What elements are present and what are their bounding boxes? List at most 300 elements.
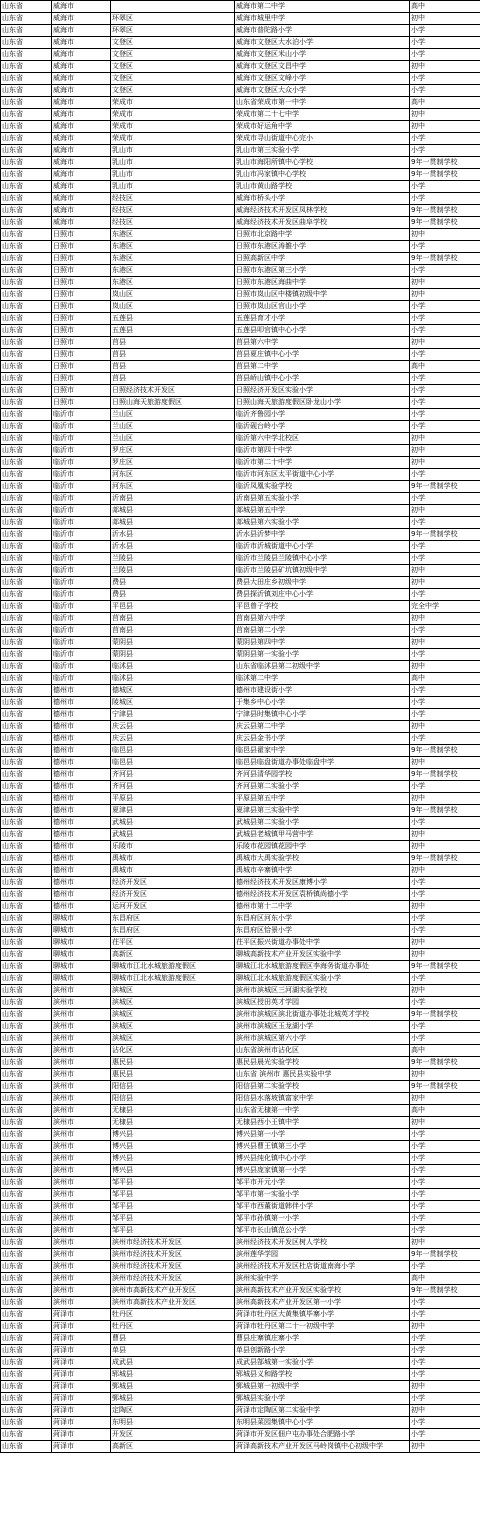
province-cell[interactable]: 山东省: [1, 217, 52, 229]
school-name-cell[interactable]: 临邑县临盘街道办事处临盘中学: [235, 757, 410, 769]
province-cell[interactable]: 山东省: [1, 1129, 52, 1141]
city-cell[interactable]: 滨州市: [52, 1141, 111, 1153]
province-cell[interactable]: 山东省: [1, 1117, 52, 1129]
province-cell[interactable]: 山东省: [1, 157, 52, 169]
school-type-cell[interactable]: 初中: [410, 577, 480, 589]
province-cell[interactable]: 山东省: [1, 901, 52, 913]
school-type-cell[interactable]: 小学: [410, 1309, 480, 1321]
school-type-cell[interactable]: 初中: [410, 949, 480, 961]
school-type-cell[interactable]: 小学: [410, 709, 480, 721]
district-cell[interactable]: 文登区: [111, 85, 235, 97]
province-cell[interactable]: 山东省: [1, 193, 52, 205]
province-cell[interactable]: 山东省: [1, 265, 52, 277]
district-cell[interactable]: 兰陵县: [111, 553, 235, 565]
school-name-cell[interactable]: 禹城市辛寨镇中学: [235, 865, 410, 877]
province-cell[interactable]: 山东省: [1, 61, 52, 73]
school-name-cell[interactable]: 乳山市黄山路学校: [235, 181, 410, 193]
province-cell[interactable]: 山东省: [1, 745, 52, 757]
school-name-cell[interactable]: 东昌府区恰景小学: [235, 925, 410, 937]
province-cell[interactable]: 山东省: [1, 1345, 52, 1357]
school-type-cell[interactable]: 小学: [410, 349, 480, 361]
district-cell[interactable]: 临邑县: [111, 757, 235, 769]
school-type-cell[interactable]: 初中: [410, 985, 480, 997]
city-cell[interactable]: 德州市: [52, 721, 111, 733]
district-cell[interactable]: 岚山区: [111, 289, 235, 301]
district-cell[interactable]: 邹平县: [111, 1189, 235, 1201]
school-name-cell[interactable]: 威海经济技术开发区曲阜学校: [235, 217, 410, 229]
school-type-cell[interactable]: 小学: [410, 1153, 480, 1165]
school-type-cell[interactable]: 小学: [410, 373, 480, 385]
district-cell[interactable]: 开发区: [111, 1429, 235, 1441]
province-cell[interactable]: 山东省: [1, 1081, 52, 1093]
province-cell[interactable]: 山东省: [1, 277, 52, 289]
city-cell[interactable]: 临沂市: [52, 445, 111, 457]
school-type-cell[interactable]: 小学: [410, 325, 480, 337]
province-cell[interactable]: 山东省: [1, 769, 52, 781]
city-cell[interactable]: 临沂市: [52, 577, 111, 589]
city-cell[interactable]: 聊城市: [52, 937, 111, 949]
city-cell[interactable]: 德州市: [52, 817, 111, 829]
school-name-cell[interactable]: 蒙阴县第一实验小学: [235, 649, 410, 661]
district-cell[interactable]: 乳山市: [111, 157, 235, 169]
district-cell[interactable]: 无棣县: [111, 1105, 235, 1117]
school-name-cell[interactable]: 单县创新路小学: [235, 1345, 410, 1357]
province-cell[interactable]: 山东省: [1, 949, 52, 961]
province-cell[interactable]: 山东省: [1, 1033, 52, 1045]
school-name-cell[interactable]: 滨州经济技术开发区树人学校: [235, 1237, 410, 1249]
district-cell[interactable]: 莒南县: [111, 625, 235, 637]
school-name-cell[interactable]: 博兴县庞家镇第一小学: [235, 1165, 410, 1177]
school-name-cell[interactable]: 滨城区授田英才学园: [235, 997, 410, 1009]
city-cell[interactable]: 聊城市: [52, 949, 111, 961]
school-type-cell[interactable]: 小学: [410, 1129, 480, 1141]
province-cell[interactable]: 山东省: [1, 841, 52, 853]
district-cell[interactable]: 乳山市: [111, 181, 235, 193]
city-cell[interactable]: 临沂市: [52, 469, 111, 481]
school-type-cell[interactable]: 初中: [410, 229, 480, 241]
district-cell[interactable]: 文登区: [111, 49, 235, 61]
school-name-cell[interactable]: 乳山市海阳所镇中心学校: [235, 157, 410, 169]
school-type-cell[interactable]: 小学: [410, 541, 480, 553]
school-name-cell[interactable]: 临沂市第四十中学: [235, 445, 410, 457]
school-name-cell[interactable]: 邹平市第一实验小学: [235, 1189, 410, 1201]
school-name-cell[interactable]: 德州经济技术开发区康博小学: [235, 877, 410, 889]
school-type-cell[interactable]: 初中: [410, 1117, 480, 1129]
city-cell[interactable]: 日照市: [52, 301, 111, 313]
school-name-cell[interactable]: 滨州高新技术产业开发区实验学校: [235, 1285, 410, 1297]
city-cell[interactable]: 日照市: [52, 397, 111, 409]
school-name-cell[interactable]: 阳信县第二实验学校: [235, 1081, 410, 1093]
school-name-cell[interactable]: 威海市文登区文昌中学: [235, 61, 410, 73]
school-name-cell[interactable]: 菏泽市定陶区第二实验中学: [235, 1405, 410, 1417]
district-cell[interactable]: 兰陵县: [111, 565, 235, 577]
school-name-cell[interactable]: 日照山海天旅游度假区卧龙山小学: [235, 397, 410, 409]
district-cell[interactable]: 乐陵市: [111, 841, 235, 853]
province-cell[interactable]: 山东省: [1, 577, 52, 589]
city-cell[interactable]: 滨州市: [52, 1069, 111, 1081]
school-name-cell[interactable]: 莒县夏庄镇中心小学: [235, 349, 410, 361]
city-cell[interactable]: 滨州市: [52, 1105, 111, 1117]
district-cell[interactable]: 齐河县: [111, 781, 235, 793]
school-type-cell[interactable]: 9年一贯制学校: [410, 157, 480, 169]
school-name-cell[interactable]: 邹平市长山镇范公小学: [235, 1225, 410, 1237]
city-cell[interactable]: 临沂市: [52, 661, 111, 673]
city-cell[interactable]: 滨州市: [52, 1273, 111, 1285]
school-name-cell[interactable]: 菏泽市开发区佃户屯办事处合肥路小学: [235, 1429, 410, 1441]
district-cell[interactable]: 曹县: [111, 1333, 235, 1345]
province-cell[interactable]: 山东省: [1, 85, 52, 97]
district-cell[interactable]: 鄄城县: [111, 1393, 235, 1405]
city-cell[interactable]: 日照市: [52, 373, 111, 385]
province-cell[interactable]: 山东省: [1, 553, 52, 565]
city-cell[interactable]: 滨州市: [52, 1261, 111, 1273]
school-name-cell[interactable]: 日照经济开发区实验小学: [235, 385, 410, 397]
school-name-cell[interactable]: 德州市第十二中学: [235, 901, 410, 913]
city-cell[interactable]: 日照市: [52, 337, 111, 349]
district-cell[interactable]: 荣成市: [111, 133, 235, 145]
province-cell[interactable]: 山东省: [1, 229, 52, 241]
school-type-cell[interactable]: 小学: [410, 133, 480, 145]
school-type-cell[interactable]: 初中: [410, 457, 480, 469]
school-name-cell[interactable]: 武城县第二实验小学: [235, 817, 410, 829]
city-cell[interactable]: 威海市: [52, 193, 111, 205]
school-type-cell[interactable]: 高中: [410, 361, 480, 373]
province-cell[interactable]: 山东省: [1, 1441, 52, 1453]
school-name-cell[interactable]: 临沂市兰陵县兰陵镇中心小学: [235, 553, 410, 565]
district-cell[interactable]: 高新区: [111, 1441, 235, 1453]
school-type-cell[interactable]: 小学: [410, 469, 480, 481]
school-name-cell[interactable]: 博兴县第一小学: [235, 1129, 410, 1141]
district-cell[interactable]: 牡丹区: [111, 1321, 235, 1333]
province-cell[interactable]: 山东省: [1, 109, 52, 121]
school-type-cell[interactable]: 小学: [410, 37, 480, 49]
province-cell[interactable]: 山东省: [1, 349, 52, 361]
school-type-cell[interactable]: 小学: [410, 889, 480, 901]
district-cell[interactable]: 平原县: [111, 793, 235, 805]
province-cell[interactable]: 山东省: [1, 1297, 52, 1309]
school-type-cell[interactable]: 初中: [410, 1093, 480, 1105]
school-name-cell[interactable]: 庆云县第二中学: [235, 721, 410, 733]
school-type-cell[interactable]: 高中: [410, 97, 480, 109]
district-cell[interactable]: 临沭县: [111, 661, 235, 673]
school-name-cell[interactable]: 庆云县金书小学: [235, 733, 410, 745]
district-cell[interactable]: 滨州市经济技术开发区: [111, 1261, 235, 1273]
city-cell[interactable]: 菏泽市: [52, 1381, 111, 1393]
school-type-cell[interactable]: 初中: [410, 121, 480, 133]
city-cell[interactable]: 德州市: [52, 745, 111, 757]
city-cell[interactable]: 威海市: [52, 145, 111, 157]
city-cell[interactable]: 德州市: [52, 685, 111, 697]
school-name-cell[interactable]: 临沂市兰陵县矿坑镇初级中学: [235, 565, 410, 577]
district-cell[interactable]: 惠民县: [111, 1057, 235, 1069]
school-type-cell[interactable]: 9年一贯制学校: [410, 805, 480, 817]
school-name-cell[interactable]: 山东省临沭县第二初级中学: [235, 661, 410, 673]
province-cell[interactable]: 山东省: [1, 613, 52, 625]
district-cell[interactable]: 滨州市高新技术产业开发区: [111, 1285, 235, 1297]
school-name-cell[interactable]: 山东省无棣第一中学: [235, 1105, 410, 1117]
city-cell[interactable]: 临沂市: [52, 625, 111, 637]
school-name-cell[interactable]: 阳信县水落坡镇富家中学: [235, 1093, 410, 1105]
school-type-cell[interactable]: 小学: [410, 1369, 480, 1381]
district-cell[interactable]: 郯城县: [111, 505, 235, 517]
province-cell[interactable]: 山东省: [1, 145, 52, 157]
district-cell[interactable]: 滨城区: [111, 1009, 235, 1021]
district-cell[interactable]: 莒县: [111, 361, 235, 373]
school-name-cell[interactable]: 平邑曾子学校: [235, 601, 410, 613]
school-name-cell[interactable]: 山东省滨州市沾化区: [235, 1045, 410, 1057]
school-type-cell[interactable]: 初中: [410, 721, 480, 733]
school-type-cell[interactable]: 小学: [410, 1297, 480, 1309]
district-cell[interactable]: 临沭县: [111, 673, 235, 685]
district-cell[interactable]: 蒙阴县: [111, 637, 235, 649]
school-type-cell[interactable]: 高中: [410, 1045, 480, 1057]
school-name-cell[interactable]: 德州经济技术开发区袁桥镇尚德小学: [235, 889, 410, 901]
province-cell[interactable]: 山东省: [1, 421, 52, 433]
district-cell[interactable]: 东昌府区: [111, 913, 235, 925]
district-cell[interactable]: 博兴县: [111, 1153, 235, 1165]
district-cell[interactable]: 聊城市江北水城旅游度假区: [111, 961, 235, 973]
school-type-cell[interactable]: 初中: [410, 901, 480, 913]
city-cell[interactable]: 菏泽市: [52, 1357, 111, 1369]
city-cell[interactable]: 德州市: [52, 781, 111, 793]
school-type-cell[interactable]: 小学: [410, 385, 480, 397]
school-type-cell[interactable]: 小学: [410, 1429, 480, 1441]
city-cell[interactable]: 滨州市: [52, 1009, 111, 1021]
school-type-cell[interactable]: 9年一贯制学校: [410, 961, 480, 973]
district-cell[interactable]: 东港区: [111, 241, 235, 253]
school-name-cell[interactable]: 聊城江北水城旅游度假区实验小学: [235, 973, 410, 985]
city-cell[interactable]: 临沂市: [52, 613, 111, 625]
city-cell[interactable]: 滨州市: [52, 1213, 111, 1225]
city-cell[interactable]: 威海市: [52, 205, 111, 217]
school-type-cell[interactable]: 小学: [410, 193, 480, 205]
province-cell[interactable]: 山东省: [1, 889, 52, 901]
district-cell[interactable]: 齐河县: [111, 769, 235, 781]
school-type-cell[interactable]: 小学: [410, 1345, 480, 1357]
school-name-cell[interactable]: 费县大田庄乡初级中学: [235, 577, 410, 589]
school-type-cell[interactable]: 小学: [410, 1357, 480, 1369]
school-name-cell[interactable]: 武城县老城镇甲马营中学: [235, 829, 410, 841]
province-cell[interactable]: 山东省: [1, 877, 52, 889]
province-cell[interactable]: 山东省: [1, 205, 52, 217]
district-cell[interactable]: 邹平县: [111, 1213, 235, 1225]
province-cell[interactable]: 山东省: [1, 73, 52, 85]
district-cell[interactable]: 聊城市江北水城旅游度假区: [111, 973, 235, 985]
school-name-cell[interactable]: 临沂凤凰实验学校: [235, 481, 410, 493]
school-type-cell[interactable]: 初中: [410, 109, 480, 121]
city-cell[interactable]: 日照市: [52, 349, 111, 361]
city-cell[interactable]: 威海市: [52, 85, 111, 97]
district-cell[interactable]: [111, 1, 235, 13]
city-cell[interactable]: 滨州市: [52, 1021, 111, 1033]
city-cell[interactable]: 德州市: [52, 733, 111, 745]
province-cell[interactable]: 山东省: [1, 397, 52, 409]
province-cell[interactable]: 山东省: [1, 1165, 52, 1177]
city-cell[interactable]: 菏泽市: [52, 1333, 111, 1345]
city-cell[interactable]: 德州市: [52, 889, 111, 901]
district-cell[interactable]: 平邑县: [111, 601, 235, 613]
district-cell[interactable]: 运河开发区: [111, 901, 235, 913]
province-cell[interactable]: 山东省: [1, 409, 52, 421]
district-cell[interactable]: 鄄城县: [111, 1381, 235, 1393]
province-cell[interactable]: 山东省: [1, 685, 52, 697]
school-type-cell[interactable]: 小学: [410, 1213, 480, 1225]
province-cell[interactable]: 山东省: [1, 433, 52, 445]
school-name-cell[interactable]: 荣成市寻山街道中心完小: [235, 133, 410, 145]
school-name-cell[interactable]: 禹城市大禹实验学校: [235, 853, 410, 865]
school-type-cell[interactable]: 小学: [410, 589, 480, 601]
district-cell[interactable]: 经济开发区: [111, 877, 235, 889]
district-cell[interactable]: 莒南县: [111, 613, 235, 625]
district-cell[interactable]: 日照山海天旅游度假区: [111, 397, 235, 409]
school-type-cell[interactable]: 初中: [410, 841, 480, 853]
school-name-cell[interactable]: 博兴县曹王镇第三小学: [235, 1141, 410, 1153]
school-name-cell[interactable]: 菏泽市牡丹区第二十一初级中学: [235, 1321, 410, 1333]
school-type-cell[interactable]: 小学: [410, 1033, 480, 1045]
school-name-cell[interactable]: 邹平市孙镇第一小学: [235, 1213, 410, 1225]
district-cell[interactable]: 莒县: [111, 349, 235, 361]
province-cell[interactable]: 山东省: [1, 589, 52, 601]
city-cell[interactable]: 临沂市: [52, 565, 111, 577]
province-cell[interactable]: 山东省: [1, 169, 52, 181]
school-name-cell[interactable]: 夏津县第三实验中学: [235, 805, 410, 817]
city-cell[interactable]: 滨州市: [52, 1081, 111, 1093]
school-name-cell[interactable]: 鄄城县实验小学: [235, 1393, 410, 1405]
province-cell[interactable]: 山东省: [1, 1021, 52, 1033]
province-cell[interactable]: 山东省: [1, 757, 52, 769]
province-cell[interactable]: 山东省: [1, 1141, 52, 1153]
school-type-cell[interactable]: 初中: [410, 1405, 480, 1417]
province-cell[interactable]: 山东省: [1, 709, 52, 721]
province-cell[interactable]: 山东省: [1, 1369, 52, 1381]
province-cell[interactable]: 山东省: [1, 973, 52, 985]
city-cell[interactable]: 菏泽市: [52, 1393, 111, 1405]
school-type-cell[interactable]: 9年一贯制学校: [410, 1249, 480, 1261]
school-name-cell[interactable]: 威海市普陀路小学: [235, 25, 410, 37]
province-cell[interactable]: 山东省: [1, 1093, 52, 1105]
province-cell[interactable]: 山东省: [1, 1285, 52, 1297]
province-cell[interactable]: 山东省: [1, 1177, 52, 1189]
school-type-cell[interactable]: 初中: [410, 865, 480, 877]
school-type-cell[interactable]: 小学: [410, 313, 480, 325]
city-cell[interactable]: 威海市: [52, 97, 111, 109]
school-type-cell[interactable]: 9年一贯制学校: [410, 769, 480, 781]
school-type-cell[interactable]: 小学: [410, 697, 480, 709]
district-cell[interactable]: 东明县: [111, 1417, 235, 1429]
province-cell[interactable]: 山东省: [1, 1309, 52, 1321]
district-cell[interactable]: 滨城区: [111, 1033, 235, 1045]
district-cell[interactable]: 博兴县: [111, 1129, 235, 1141]
district-cell[interactable]: 岚山区: [111, 301, 235, 313]
school-name-cell[interactable]: 聊城高新技术产业开发区实验中学: [235, 949, 410, 961]
province-cell[interactable]: 山东省: [1, 853, 52, 865]
school-name-cell[interactable]: 博兴县纯化镇中心小学: [235, 1153, 410, 1165]
district-cell[interactable]: 日照经济技术开发区: [111, 385, 235, 397]
city-cell[interactable]: 德州市: [52, 865, 111, 877]
school-type-cell[interactable]: 小学: [410, 1141, 480, 1153]
city-cell[interactable]: 临沂市: [52, 421, 111, 433]
city-cell[interactable]: 临沂市: [52, 589, 111, 601]
school-type-cell[interactable]: 9年一贯制学校: [410, 529, 480, 541]
district-cell[interactable]: 宁津县: [111, 709, 235, 721]
school-type-cell[interactable]: 高中: [410, 1, 480, 13]
school-name-cell[interactable]: 蒙阴县第四中学: [235, 637, 410, 649]
city-cell[interactable]: 滨州市: [52, 985, 111, 997]
province-cell[interactable]: 山东省: [1, 1381, 52, 1393]
province-cell[interactable]: 山东省: [1, 13, 52, 25]
city-cell[interactable]: 德州市: [52, 841, 111, 853]
school-type-cell[interactable]: 完全中学: [410, 601, 480, 613]
school-type-cell[interactable]: 初中: [410, 661, 480, 673]
province-cell[interactable]: 山东省: [1, 865, 52, 877]
school-name-cell[interactable]: 聊城江北水城旅游度假区李海务街道办事处: [235, 961, 410, 973]
city-cell[interactable]: 日照市: [52, 253, 111, 265]
province-cell[interactable]: 山东省: [1, 1273, 52, 1285]
school-name-cell[interactable]: 乳山市第三实验小学: [235, 145, 410, 157]
school-name-cell[interactable]: 威海经济技术开发区凤林学校: [235, 205, 410, 217]
city-cell[interactable]: 临沂市: [52, 673, 111, 685]
school-type-cell[interactable]: 小学: [410, 397, 480, 409]
school-type-cell[interactable]: 初中: [410, 1321, 480, 1333]
school-type-cell[interactable]: 小学: [410, 733, 480, 745]
district-cell[interactable]: 罗庄区: [111, 445, 235, 457]
school-name-cell[interactable]: 日照市岚山区官山小学: [235, 301, 410, 313]
school-name-cell[interactable]: 鄄城县第一初级中学: [235, 1381, 410, 1393]
district-cell[interactable]: 文登区: [111, 37, 235, 49]
school-type-cell[interactable]: 9年一贯制学校: [410, 1009, 480, 1021]
district-cell[interactable]: 高新区: [111, 949, 235, 961]
province-cell[interactable]: 山东省: [1, 301, 52, 313]
school-type-cell[interactable]: 小学: [410, 85, 480, 97]
school-type-cell[interactable]: 小学: [410, 649, 480, 661]
province-cell[interactable]: 山东省: [1, 1405, 52, 1417]
district-cell[interactable]: 郓城县: [111, 1369, 235, 1381]
city-cell[interactable]: 临沂市: [52, 433, 111, 445]
province-cell[interactable]: 山东省: [1, 385, 52, 397]
city-cell[interactable]: 滨州市: [52, 1093, 111, 1105]
school-type-cell[interactable]: 初中: [410, 289, 480, 301]
province-cell[interactable]: 山东省: [1, 325, 52, 337]
city-cell[interactable]: 临沂市: [52, 517, 111, 529]
school-type-cell[interactable]: 初中: [410, 1381, 480, 1393]
district-cell[interactable]: 费县: [111, 577, 235, 589]
school-type-cell[interactable]: 9年一贯制学校: [410, 853, 480, 865]
school-type-cell[interactable]: 小学: [410, 997, 480, 1009]
city-cell[interactable]: 威海市: [52, 157, 111, 169]
district-cell[interactable]: 东昌府区: [111, 925, 235, 937]
province-cell[interactable]: 山东省: [1, 1153, 52, 1165]
city-cell[interactable]: 德州市: [52, 853, 111, 865]
province-cell[interactable]: 山东省: [1, 1069, 52, 1081]
city-cell[interactable]: 临沂市: [52, 529, 111, 541]
province-cell[interactable]: 山东省: [1, 817, 52, 829]
school-type-cell[interactable]: 小学: [410, 1333, 480, 1345]
district-cell[interactable]: 惠民县: [111, 1069, 235, 1081]
school-name-cell[interactable]: 成武县郜城第一实验小学: [235, 1357, 410, 1369]
province-cell[interactable]: 山东省: [1, 97, 52, 109]
city-cell[interactable]: 菏泽市: [52, 1417, 111, 1429]
district-cell[interactable]: 乳山市: [111, 145, 235, 157]
district-cell[interactable]: 滨城区: [111, 997, 235, 1009]
school-type-cell[interactable]: 初中: [410, 1069, 480, 1081]
province-cell[interactable]: 山东省: [1, 1057, 52, 1069]
city-cell[interactable]: 德州市: [52, 805, 111, 817]
province-cell[interactable]: 山东省: [1, 517, 52, 529]
province-cell[interactable]: 山东省: [1, 829, 52, 841]
district-cell[interactable]: 滨州市高新技术产业开发区: [111, 1297, 235, 1309]
city-cell[interactable]: 威海市: [52, 25, 111, 37]
school-name-cell[interactable]: 山东省 滨州市 惠民县实验中学: [235, 1069, 410, 1081]
